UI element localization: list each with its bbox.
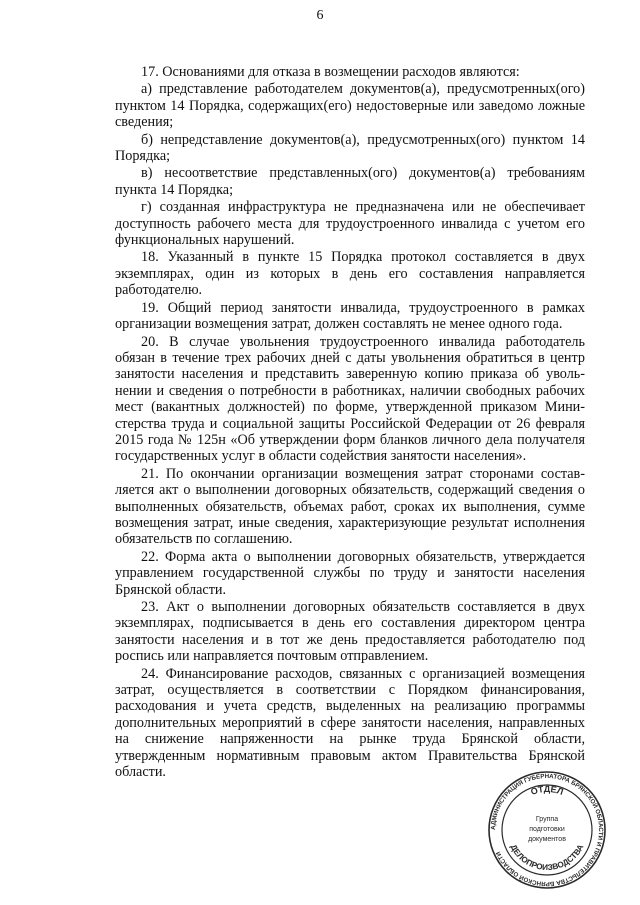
stamp-dept-bottom: ДЕЛОПРОИЗВОДСТВА	[508, 842, 586, 873]
paragraph-18: 18. Указанный в пункте 15 Порядка протокол составляется в двух экземплярах, один из которых в день его составления направляется работодателю.	[115, 249, 585, 299]
paragraph-17v: в) несоответствие представленных(ого) документов(а) требованиям пункта 14 Порядка;	[115, 165, 585, 198]
department-stamp	[487, 770, 607, 890]
paragraph-17a: а) представление работодателем документов(а), предусмотренных(ого) пунктом 14 Порядка, содержащих(его) недостоверные или заведомо ложные сведения;	[115, 81, 585, 131]
paragraph-23: 23. Акт о выполнении договорных обязательств составляется в двух экземплярах, подписывается в день его составления директором центра занятости населения и в тот же день предоставляется работодателю под роспись или направляется почтовым отправлением.	[115, 599, 585, 665]
paragraph-17b: б) непредставление документов(а), предусмотренных(ого) пунктом 14 Порядка;	[115, 131, 585, 165]
stamp-outer-text: АДМИНИСТРАЦИЯ ГУБЕРНАТОРА БРЯНСКОЙ ОБЛАСТИ И ПРАВИТЕЛЬСТВА БРЯНСКОЙ ОБЛАСТИ	[489, 772, 605, 888]
stamp-center-line-1: Группа	[535, 816, 559, 823]
page-number: 6	[316, 8, 324, 23]
document-body	[115, 64, 585, 781]
stamp-dept-top: ОТДЕЛ	[529, 783, 565, 797]
paragraph-22: 22. Форма акта о выполнении договорных обязательств, утверждается управлением государственной службы по труду и занятости населения Брянской области.	[115, 548, 585, 598]
paragraph-19: 19. Общий период занятости инвалида, трудоустроенного в рамках организации возмещения затрат, должен составлять не менее одного года.	[115, 299, 585, 333]
paragraph-17: 17. Основаниями для отказа в возмещении расходов являются:	[141, 64, 520, 80]
stamp-center-line-2: подготовки	[529, 826, 565, 833]
stamp-center-line-3: документов	[528, 836, 566, 843]
paragraph-21: 21. По окончании организации возмещения затрат сторонами составляется акт о выполнении договорных обязательств, содержащий сведения о выполненных обязательств, объемах работ, сроках их выполнения, сумме возмещения затрат, иные сведения, характеризующие результат исполнения обязательств по соглашению.	[115, 465, 585, 548]
paragraph-20: 20. В случае увольнения трудоустроенного инвалида работодатель обязан в течение трех рабочих дней с даты увольнения обратиться в центр занятости населения и представить заверенную копию приказа об увольнении и сведения о потребности в работниках, наличии свободных рабочих мест (вакантных должностей) по форме, утвержденной приказом Министерства труда и социальной защиты Российской Федерации от 26 февраля 2015 года № 125н «Об утверждении форм бланков личного дела получателя государственных услуг в области содействия занятости населения».	[115, 333, 585, 465]
paragraph-17g: г) созданная инфраструктура не предназначена или не обеспечивает доступность рабочего места для трудоустроенного инвалида с учетом его функциональных нарушений.	[115, 199, 585, 249]
paragraph-24: 24. Финансирование расходов, связанных с организацией возмещения затрат, осуществляется в соответствии с Порядком финансирования, расходования и учета средств, выделенных на реализацию программы дополнительных мероприятий в сфере занятости населения, направленных на снижение напряженности на рынке труда Брянской области, утвержденным нормативным правовым актом Правительства Брянской области.	[115, 665, 585, 781]
